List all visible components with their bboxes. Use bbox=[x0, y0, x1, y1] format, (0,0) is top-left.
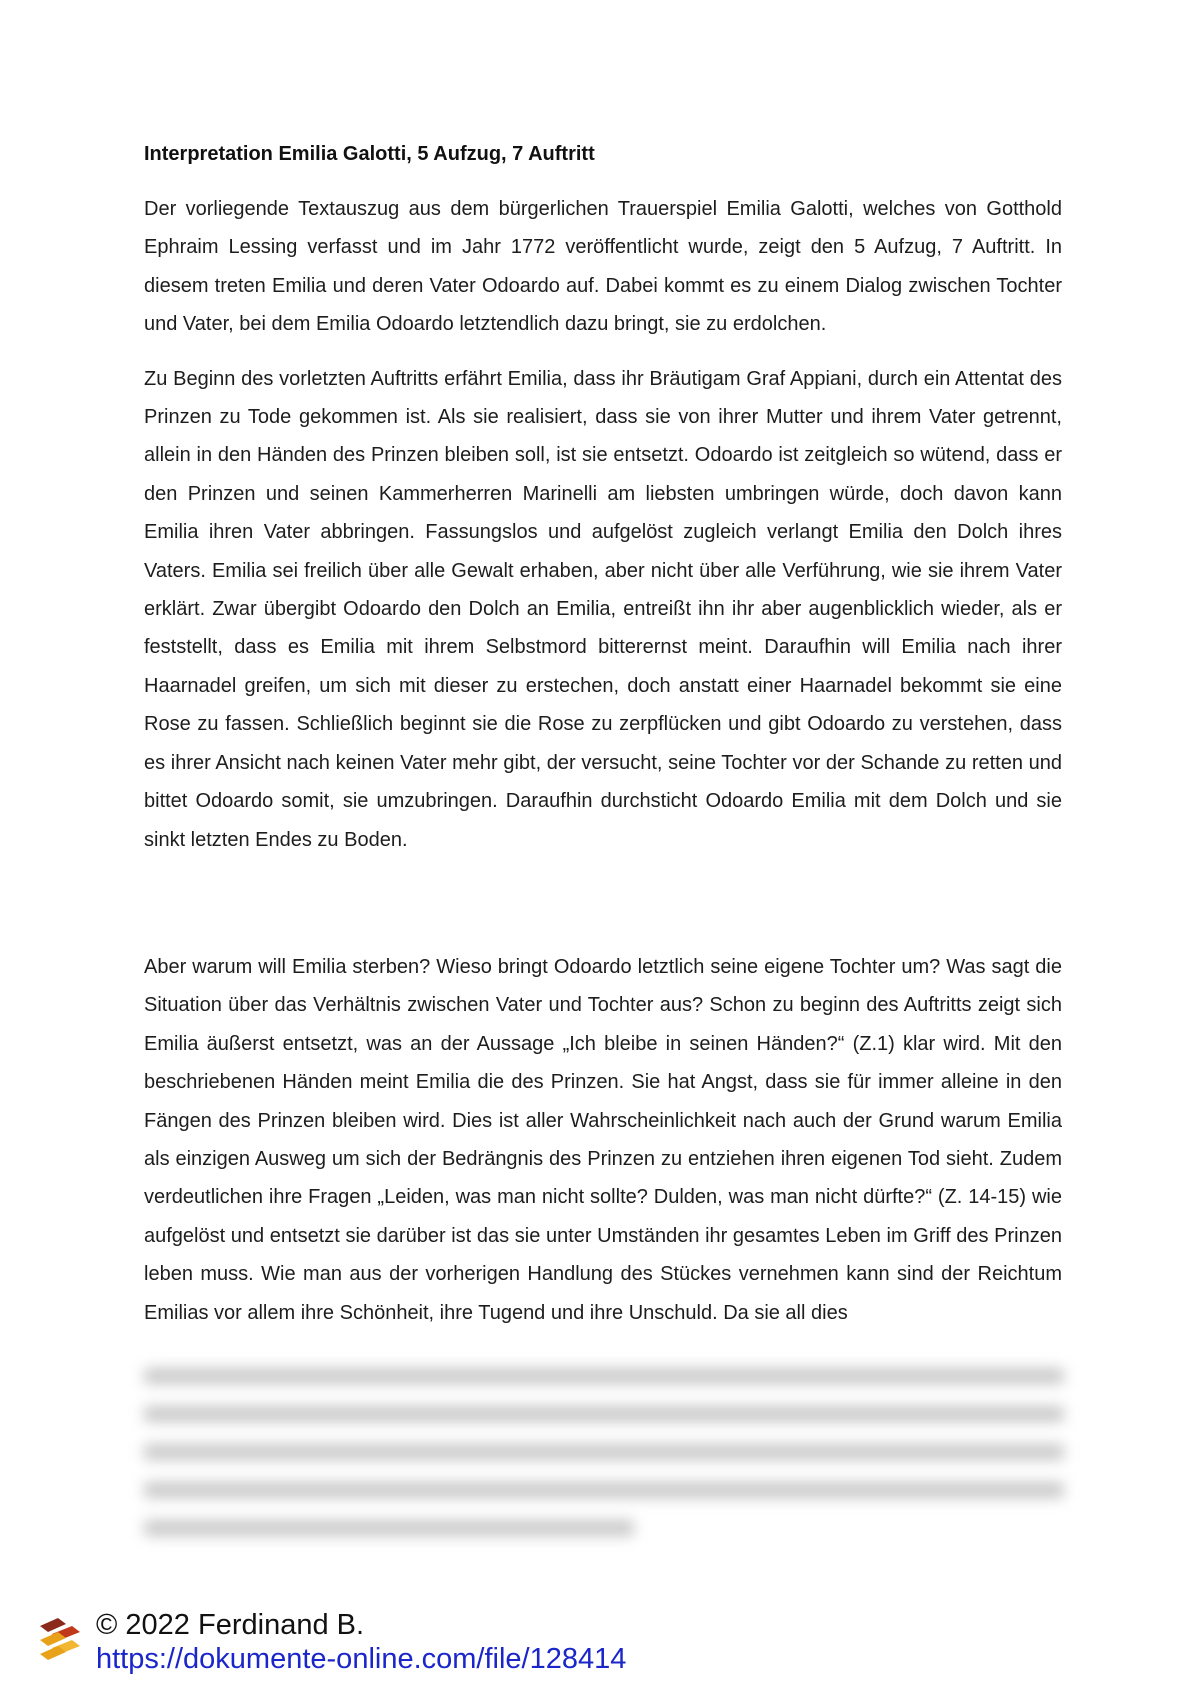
dokumente-online-logo-icon bbox=[36, 1616, 84, 1668]
paragraph-intro: Der vorliegende Textauszug aus dem bürgerlichen Trauerspiel Emilia Galotti, welches von Gotthold Ephraim Lessing verfasst und im Jahr 1772 veröffentlicht wurde, zeigt den 5 Aufzug, 7 Auftritt. In diesem treten Emilia und deren Vater Odoardo auf. Dabei kommt es zu einem Dialog zwischen Tochter und Vater, bei dem Emilia Odoardo letztendlich dazu bringt, sie zu erdolchen. bbox=[144, 198, 1062, 336]
copyright-notice: © 2022 Ferdinand B. bbox=[96, 1609, 365, 1641]
paragraph-analysis-visible bbox=[144, 948, 1062, 1353]
blurred-preview-text bbox=[130, 1356, 1075, 1556]
document-footer bbox=[36, 1610, 796, 1680]
source-link[interactable]: https://dokumente-online.com/file/128414 bbox=[96, 1643, 627, 1675]
document-title: Interpretation Emilia Galotti, 5 Aufzug, 7 Auftritt bbox=[144, 143, 595, 165]
document-page bbox=[144, 140, 1062, 875]
paragraph-analysis: Aber warum will Emilia sterben? Wieso bringt Odoardo letztlich seine eigene Tochter um? Was sagt die Situation über das Verhältnis zwischen Vater und Tochter aus? Schon zu beginn des Auftritts zeigt sich Emilia äußerst entsetzt, was an der Aussage „Ich bleibe in seinen Händen?“ (Z.1) klar wird. Mit den beschriebenen Händen meint Emilia die des Prinzen. Sie hat Angst, dass sie für immer alleine in den Fängen des Prinzen bleiben wird. Dies ist aller Wahrscheinlichkeit nach auch der Grund warum Emilia als einzigen Ausweg um sich der Bedrängnis des Prinzen zu entziehen ihren eigenen Tod sieht. Zudem verdeutlichen ihre Fragen „Leiden, was man nicht sollte? Dulden, was man nicht dürfte?“ (Z. 14-15) wie aufgelöst und entsetzt sie darüber ist das sie unter Umständen ihr gesamtes Leben im Griff des Prinzen leben muss. Wie man aus der vorherigen Handlung des Stückes vernehmen kann sind der Reichtum Emilias vor allem ihre Schönheit, ihre Tugend und ihre Unschuld. Da sie all dies bbox=[144, 956, 1062, 1324]
paragraph-summary: Zu Beginn des vorletzten Auftritts erfährt Emilia, dass ihr Bräutigam Graf Appiani, durch ein Attentat des Prinzen zu Tode gekommen ist. Als sie realisiert, dass sie von ihrer Mutter und ihrem Vater getrennt, allein in den Händen des Prinzen bleiben soll, ist sie entsetzt. Odoardo ist zeitgleich so wütend, dass er den Prinzen und seinen Kammerherren Marinelli am liebsten umbringen würde, doch davon kann Emilia ihren Vater abbringen. Fassungslos und aufgelöst zugleich verlangt Emilia den Dolch ihres Vaters. Emilia sei freilich über alle Gewalt erhaben, aber nicht über alle Verführung, wie sie ihrem Vater erklärt. Zwar übergibt Odoardo den Dolch an Emilia, entreißt ihn ihr aber augenblicklich wieder, als er feststellt, dass es Emilia mit ihrem Selbstmord bitterernst meint. Daraufhin will Emilia nach ihrer Haarnadel greifen, um sich mit dieser zu erstechen, doch anstatt einer Haarnadel bekommt sie eine Rose zu fassen. Schließlich beginnt sie die Rose zu zerpflücken und gibt Odoardo zu verstehen, dass es ihrer Ansicht nach keinen Vater mehr gibt, der versucht, seine Tochter vor der Schande zu retten und bittet Odoardo somit, sie umzubringen. Daraufhin durchsticht Odoardo Emilia mit dem Dolch und sie sinkt letzten Endes zu Boden. bbox=[144, 367, 1062, 851]
